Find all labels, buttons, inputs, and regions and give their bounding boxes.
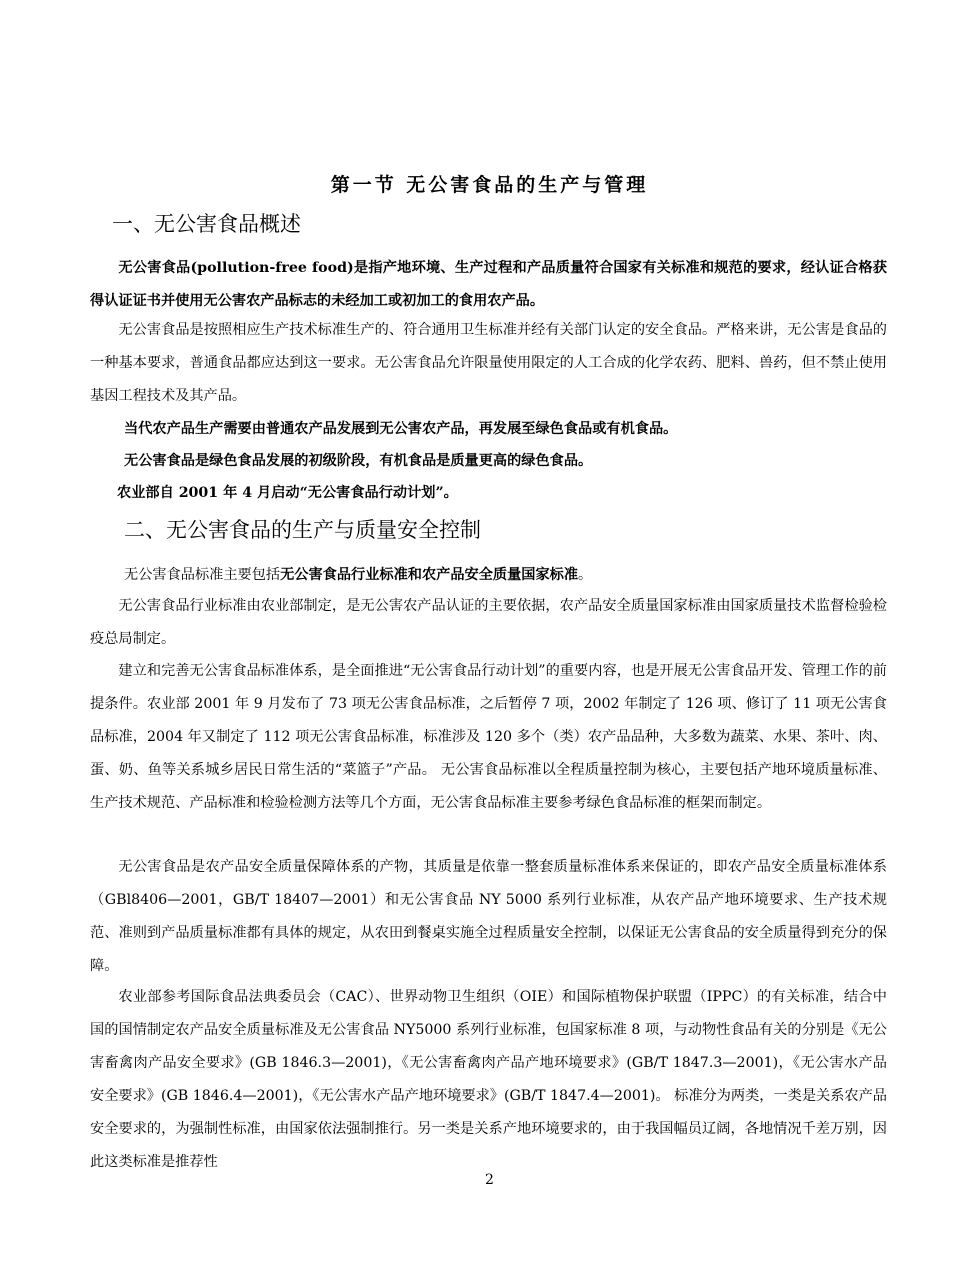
bold-line-development: 当代农产品生产需要由普通农产品发展到无公害农产品，再发展至绿色食品或有机食品。 bbox=[124, 421, 678, 437]
bold-line-action-plan: 农业部自 2001 年 4 月启动“无公害食品行动计划”。 bbox=[117, 485, 458, 501]
standards-intro-bold-text: 无公害食品行业标准和农产品安全质量国家标准 bbox=[280, 567, 579, 583]
paragraph-industry-standards: 无公害食品行业标准由农业部制定，是无公害农产品认证的主要依据，农产品安全质量国家标准由国家质量技术监督检验检疫总局制定。 bbox=[90, 598, 887, 647]
paragraph-standards-intro bbox=[124, 559, 592, 592]
heading-production-control: 二、无公害食品的生产与质量安全控制 bbox=[124, 518, 481, 542]
paragraph-safe-food: 无公害食品是按照相应生产技术标准生产的、符合通用卫生标准并经有关部门认定的安全食品。严格来讲，无公害是食品的一种基本要求，普通食品都应达到这一要求。无公害食品允许限量使用限定的人工合成的化学农药、肥料、兽药，但不禁止使用基因工程技术及其产品。 bbox=[90, 322, 887, 404]
page-number: 2 bbox=[485, 1172, 494, 1188]
section-title: 第一节 无公害食品的生产与管理 bbox=[330, 174, 649, 196]
paragraph-international-reference: 农业部参考国际食品法典委员会（CAC）、世界动物卫生组织（OIE）和国际植物保护联盟（IPPC）的有关标准，结合中国的国情制定农产品安全质量标准及无公害食品 NY5000 系列行业标准，包国家标准 8 项，与动物性食品有关的分别是《无公害畜禽肉产品安全要求》(GB 1846.3—2001)，《无公害畜禽肉产品产地环境要求》(GB/T 1847.3—2001)，《无公害水产品安全要求》(GB 1846.4—2001)，《无公害水产品产地环境要求》(GB/T 1847.4—2001)。 标准分为两类，一类是关系农产品安全要求的，为强制性标准，由国家依法强制推行。另一类是关系产地环境要求的，由于我国幅员辽阔，各地情况千差万别，因此这类标准是推荐性 bbox=[90, 989, 887, 1170]
standards-intro-text: 无公害食品标准主要包括 bbox=[124, 567, 281, 583]
paragraph-standard-system: 建立和完善无公害食品标准体系，是全面推进“无公害食品行动计划”的重要内容，也是开展无公害食品开发、管理工作的前提条件。农业部 2001 年 9 月发布了 73 项无公害食品标准，之后暂停 7 项，2002 年制定了 126 项、修订了 11 项无公害食品标准，2004 年又制定了 112 项无公害食品标准，标准涉及 120 多个（类）农产品品种，大多数为蔬菜、水果、茶叶、肉、蛋、奶、鱼等关系城乡居民日常生活的“菜篮子”产品。 无公害食品标准以全程质量控制为核心，主要包括产地环境质量标准、生产技术规范、产品标准和检验检测方法等几个方面，无公害食品标准主要参考绿色食品标准的框架而制定。 bbox=[90, 663, 887, 811]
heading-overview: 一、无公害食品概述 bbox=[112, 212, 301, 236]
intro-definition-paragraph: 无公害食品(pollution-free food)是指产地环境、生产过程和产品质量符合国家有关标准和规范的要求，经认证合格获得认证证书并使用无公害农产品标志的未经加工或初加工的食用农产品。 bbox=[90, 260, 887, 309]
bold-line-stage: 无公害食品是绿色食品发展的初级阶段，有机食品是质量更高的绿色食品。 bbox=[124, 453, 593, 469]
paragraph-quality-assurance: 无公害食品是农产品安全质量保障体系的产物，其质量是依靠一整套质量标准体系来保证的，即农产品安全质量标准体系（GBl8406—2001，GB/T 18407—2001）和无公害食品 NY 5000 系列行业标准，从农产品产地环境要求、生产技术规范、准则到产品质量标准都有具体的规定，从农田到餐桌实施全过程质量安全控制，以保证无公害食品的安全质量得到充分的保障。 bbox=[90, 859, 887, 974]
standards-intro-end: 。 bbox=[578, 567, 593, 583]
